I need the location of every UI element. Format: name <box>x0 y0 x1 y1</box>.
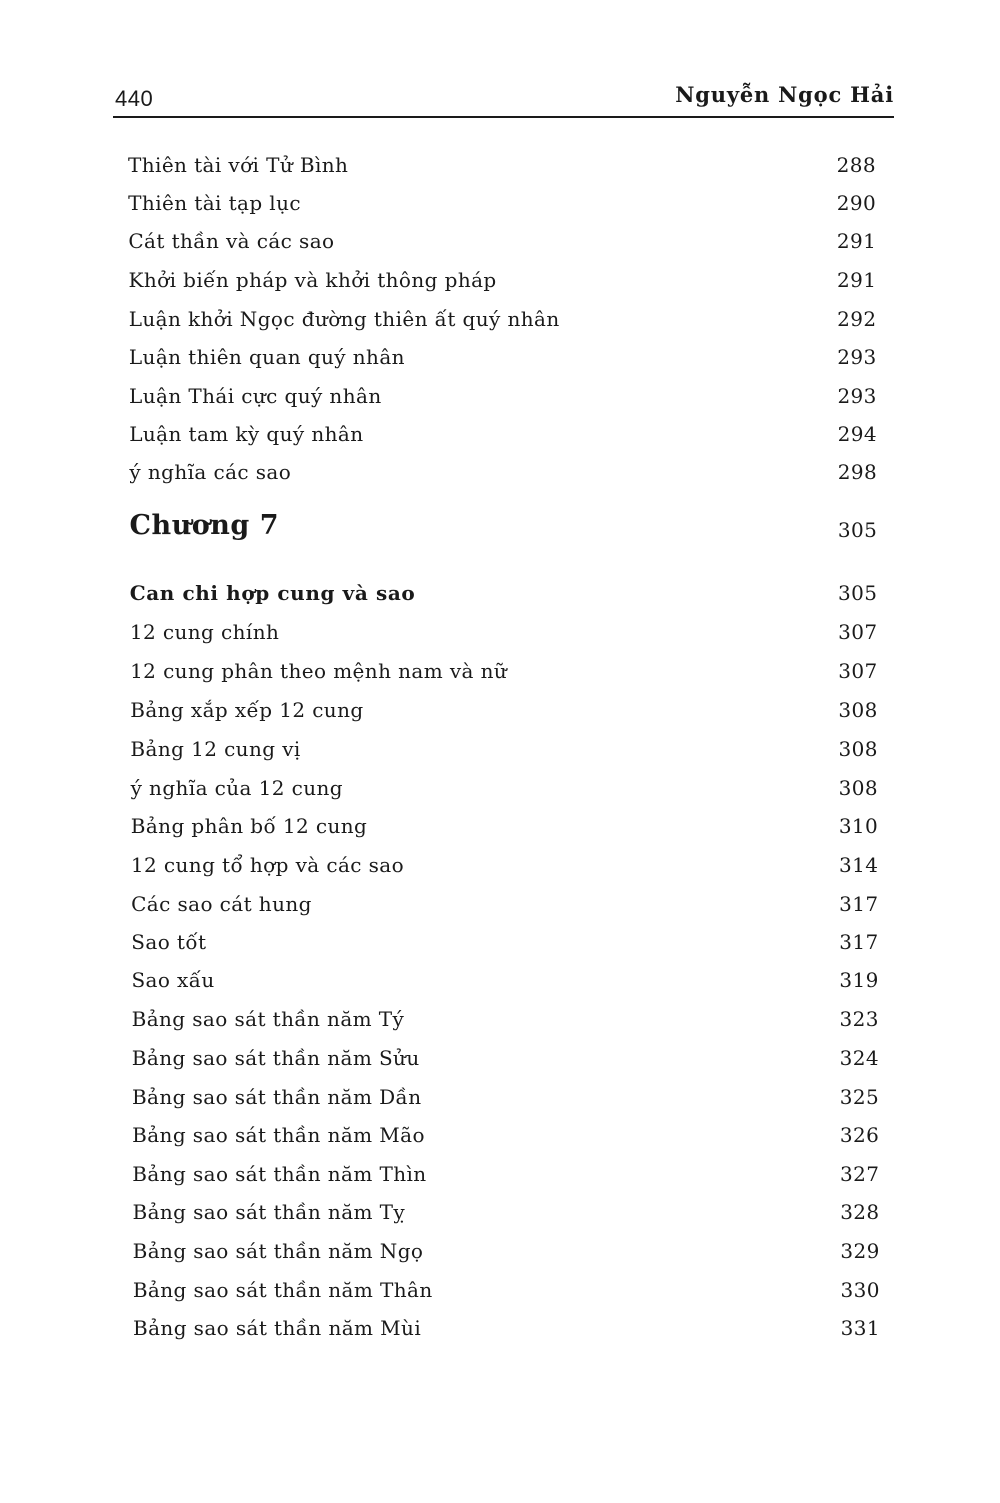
toc-entry-page: 305 <box>837 518 878 542</box>
toc-entry-page: 317 <box>839 930 879 954</box>
toc-entry <box>133 1313 880 1343</box>
toc-entry <box>129 265 877 295</box>
toc-chapter-heading <box>129 510 878 545</box>
page-number: 440 <box>115 86 154 111</box>
toc-entry-title: Bảng 12 cung vị <box>130 737 301 761</box>
toc-entry <box>128 226 876 256</box>
toc-entry-page: 307 <box>838 659 878 683</box>
toc-entry-title: Sao xấu <box>131 968 215 992</box>
toc-entry-title: Bảng sao sát thần năm Dần <box>131 1085 422 1109</box>
toc-entry-page: 288 <box>836 153 876 177</box>
toc-entry-title: Luận tam kỳ quý nhân <box>129 422 364 446</box>
toc-entry <box>131 965 878 995</box>
toc-entry-page: 292 <box>837 307 877 331</box>
toc-entry <box>129 381 877 411</box>
toc-entry <box>132 1043 879 1073</box>
toc-entry-page: 310 <box>838 814 879 838</box>
toc-entry-title: Bảng sao sát thần năm Mão <box>132 1123 425 1147</box>
toc-entry <box>128 188 876 218</box>
toc-entry-title: Luận thiên quan quý nhân <box>128 345 405 369</box>
toc-entry <box>133 1236 880 1266</box>
toc-entry <box>131 811 878 841</box>
toc-entry-title: Bảng phân bố 12 cung <box>130 814 368 838</box>
toc-entry-title: Chương 7 <box>129 510 280 541</box>
toc-entry-title: Khởi biến pháp và khởi thông pháp <box>128 268 497 292</box>
toc-entry <box>132 1004 879 1034</box>
toc-entry-title: Bảng xắp xếp 12 cung <box>130 698 364 722</box>
toc-entry-title: Thiên tài tạp lục <box>128 191 301 215</box>
toc-entry <box>132 1120 879 1150</box>
toc-entry <box>132 1082 879 1112</box>
toc-entry-page: 326 <box>839 1123 880 1147</box>
toc-entry-title: 12 cung chính <box>129 620 280 644</box>
toc-entry <box>131 927 878 957</box>
toc-entry <box>129 342 877 372</box>
toc-entry-title: Bảng sao sát thần năm Sửu <box>131 1046 420 1070</box>
toc-entry-page: 307 <box>838 620 878 644</box>
toc-entry <box>130 734 878 764</box>
toc-entry-page: 314 <box>838 853 879 877</box>
toc-entry-page: 290 <box>836 191 877 215</box>
toc-entry <box>133 1275 880 1305</box>
toc-entry-title: Luận khởi Ngọc đường thiên ất quý nhân <box>128 307 560 331</box>
toc-entry-page: 330 <box>840 1278 880 1302</box>
toc-entry-page: 329 <box>840 1239 880 1263</box>
toc-section-heading <box>130 578 878 608</box>
toc-entry-title: Sao tốt <box>131 930 207 954</box>
toc-entry <box>129 457 877 487</box>
toc-entry-title: Cát thần và các sao <box>128 229 335 253</box>
toc-entry-page: 323 <box>839 1007 879 1031</box>
toc-entry-title: ý nghĩa của 12 cung <box>130 776 344 800</box>
toc-entry <box>131 850 878 880</box>
toc-entry <box>129 419 877 449</box>
toc-entry <box>128 150 876 180</box>
toc-entry-page: 319 <box>839 968 879 992</box>
toc-entry-page: 328 <box>840 1200 880 1224</box>
toc-entry-page: 293 <box>837 345 877 369</box>
toc-entry-title: ý nghĩa các sao <box>129 460 292 484</box>
toc-entry-title: Các sao cát hung <box>131 892 312 916</box>
author-name: Nguyễn Ngọc Hải <box>675 82 894 107</box>
toc-entry-title: Bảng sao sát thần năm Tý <box>131 1007 405 1031</box>
toc-entry-page: 294 <box>837 422 877 446</box>
toc-entry-title: Bảng sao sát thần năm Mùi <box>133 1316 422 1340</box>
toc-entry-title: 12 cung phân theo mệnh nam và nữ <box>130 659 508 683</box>
toc-entry <box>130 617 878 647</box>
toc-entry-title: Thiên tài với Tử Bình <box>128 153 349 177</box>
toc-entry-title: Bảng sao sát thần năm Thân <box>132 1278 433 1302</box>
toc-entry-title: Bảng sao sát thần năm Tỵ <box>132 1200 406 1224</box>
toc-entry-page: 308 <box>838 776 879 800</box>
toc-entry-page: 293 <box>837 384 877 408</box>
toc-entry <box>131 773 878 803</box>
toc-entry-page: 331 <box>840 1316 880 1340</box>
toc-entry <box>132 1197 879 1227</box>
toc-entry <box>130 695 878 725</box>
toc-entry-page: 298 <box>837 460 878 484</box>
toc-entry <box>131 889 878 919</box>
toc-entry-title: Luận Thái cực quý nhân <box>129 384 382 408</box>
toc-entry-title: Bảng sao sát thần năm Ngọ <box>132 1239 424 1263</box>
toc-entry-title: Bảng sao sát thần năm Thìn <box>132 1162 427 1186</box>
toc-entry-page: 317 <box>839 892 879 916</box>
toc-entry-page: 291 <box>837 268 877 292</box>
toc-entry <box>132 1159 879 1189</box>
toc-entry-page: 324 <box>839 1046 880 1070</box>
toc-entry-title: 12 cung tổ hợp và các sao <box>130 853 405 877</box>
toc-entry-page: 308 <box>838 698 878 722</box>
toc-entry <box>130 656 878 686</box>
toc-entry-page: 327 <box>840 1162 880 1186</box>
toc-entry <box>129 304 877 334</box>
toc-entry-page: 325 <box>839 1085 880 1109</box>
toc-entry-page: 308 <box>838 737 878 761</box>
toc-entry-page: 305 <box>837 581 878 605</box>
toc-entry-title: Can chi hợp cung và sao <box>129 581 416 605</box>
toc-entry-page: 291 <box>836 229 877 253</box>
